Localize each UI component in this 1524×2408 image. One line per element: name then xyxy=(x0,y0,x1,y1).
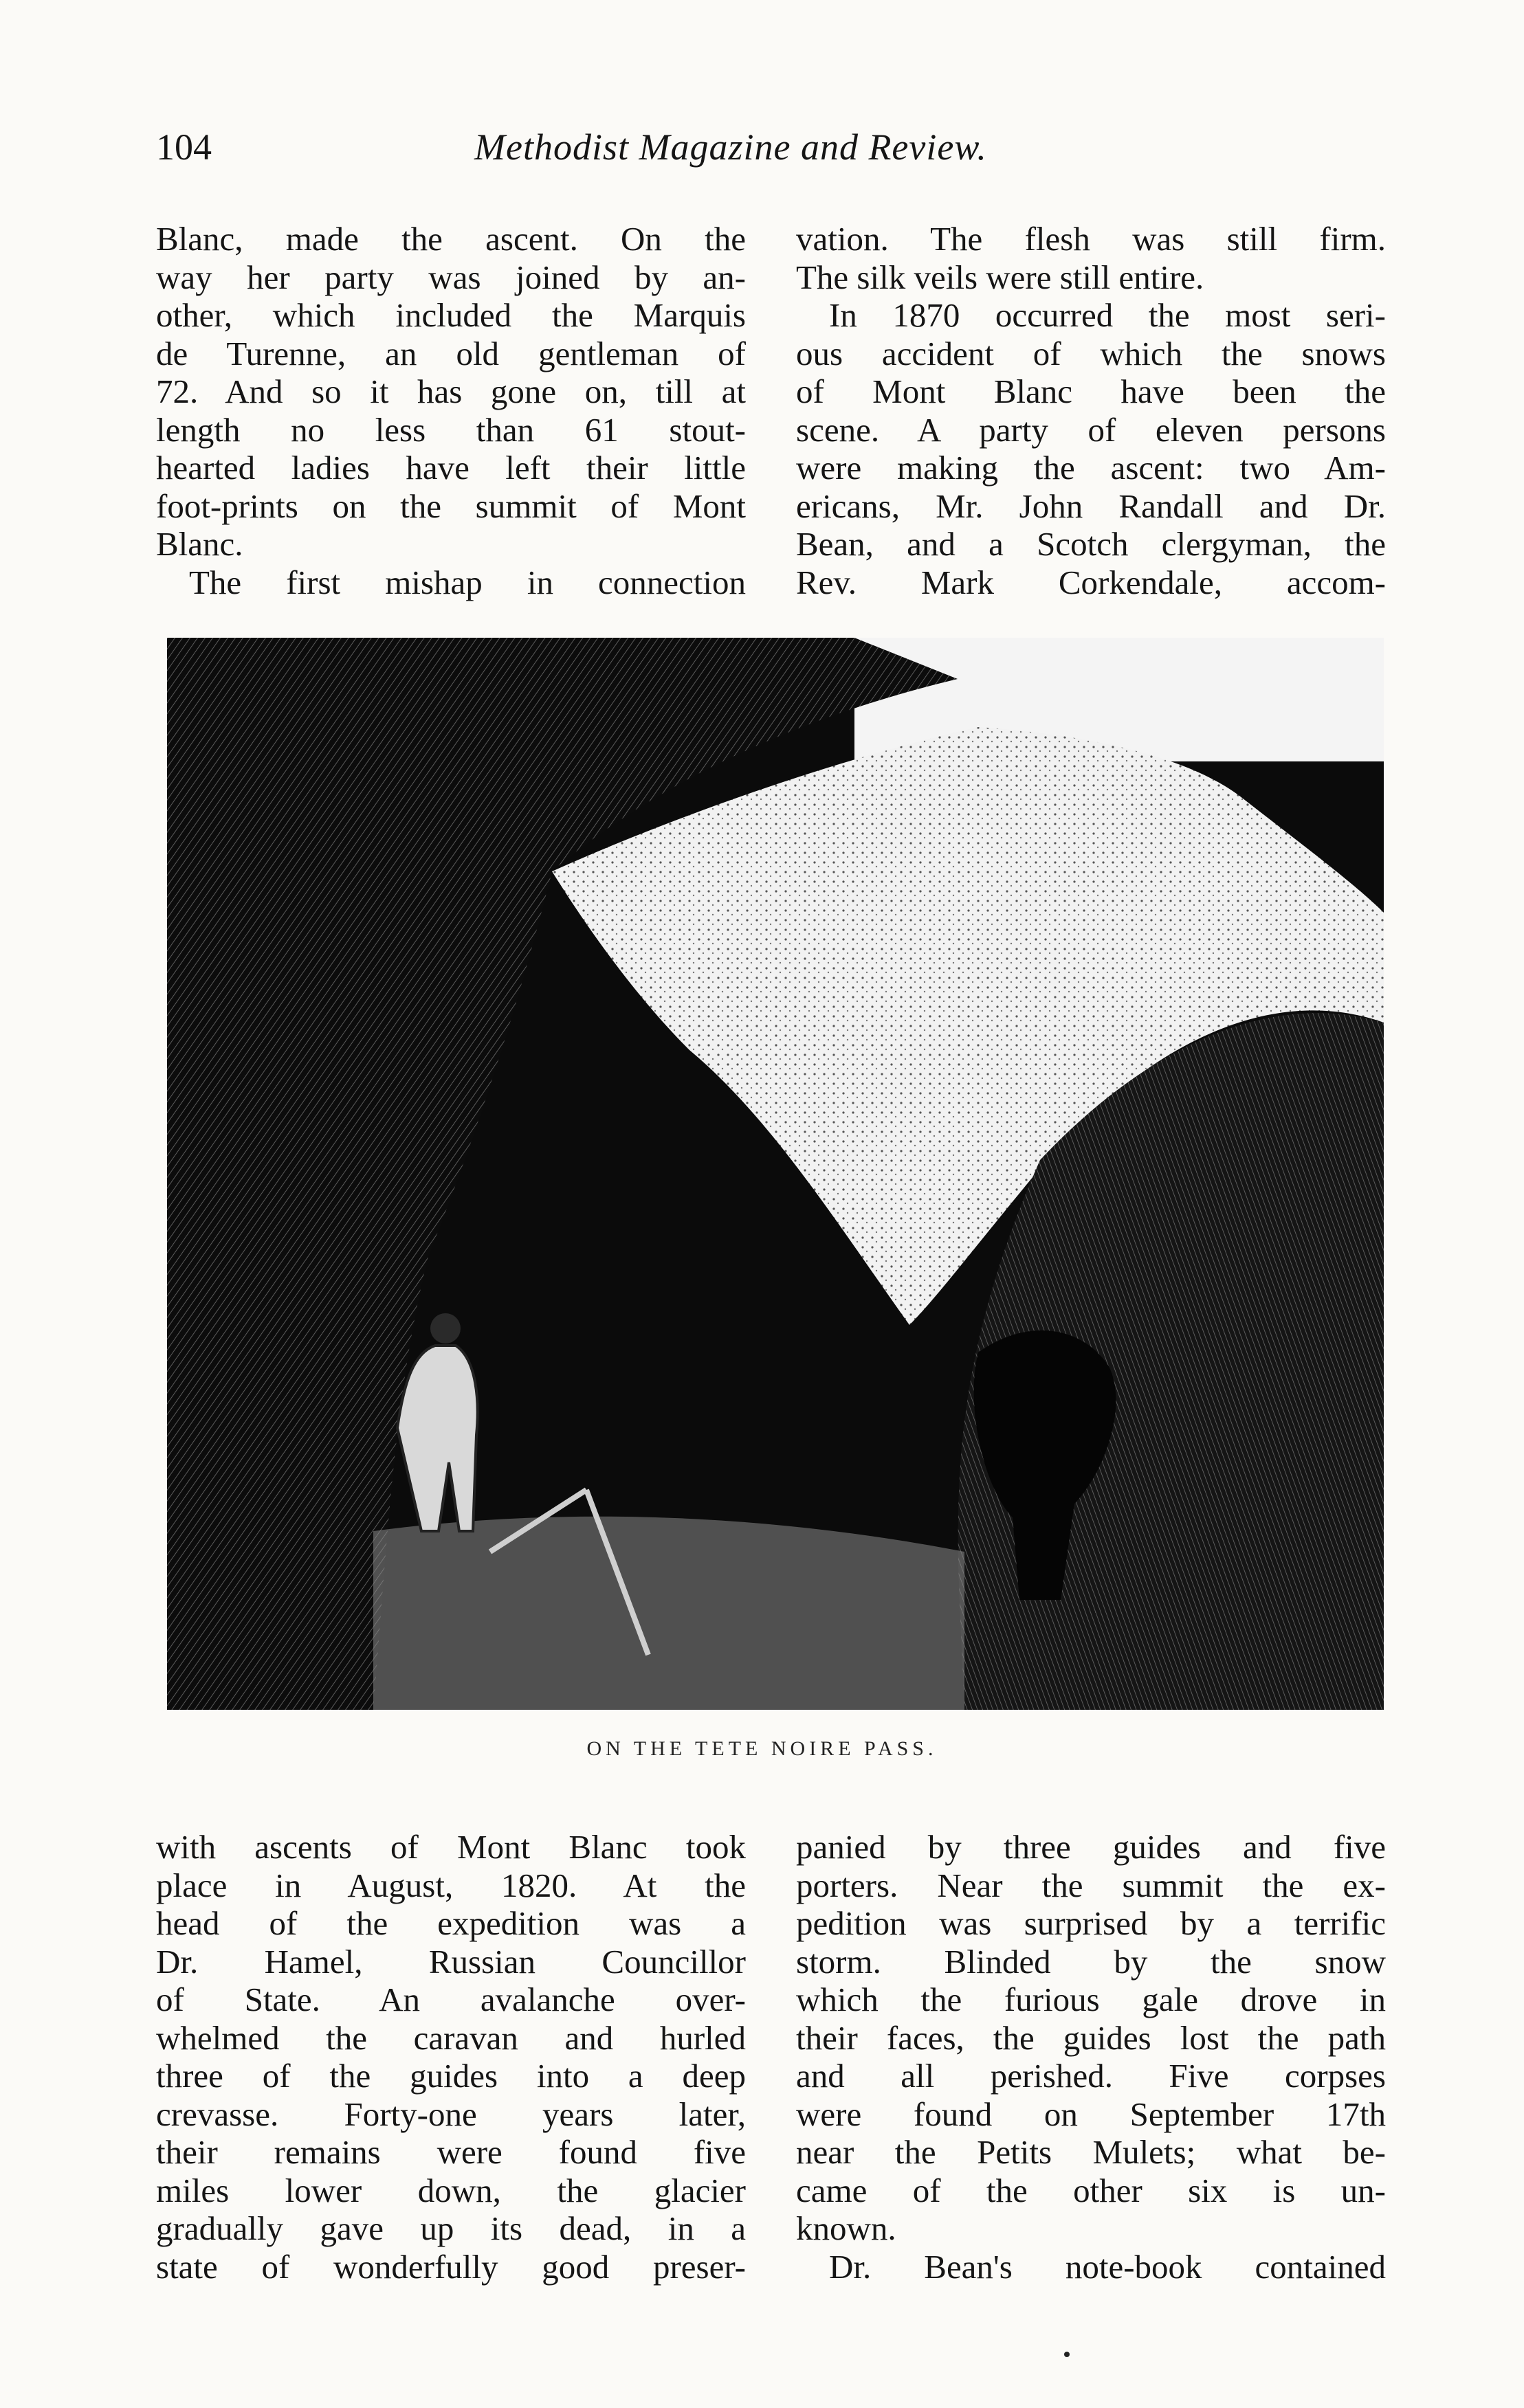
text-line: three of the guides into a deep xyxy=(156,2057,746,2095)
path-ground xyxy=(373,1517,964,1710)
text-line: Rev. Mark Corkendale, accom- xyxy=(796,563,1386,601)
column-bottom-right xyxy=(796,1828,1386,2286)
text-line: The silk veils were still entire. xyxy=(796,258,1204,296)
text-line: Dr. Bean's note-book contained xyxy=(829,2247,1386,2286)
footer-dot xyxy=(1064,2352,1070,2357)
text-line: miles lower down, the glacier xyxy=(156,2171,746,2209)
text-line: length no less than 61 stout- xyxy=(156,410,746,449)
text-line: ous accident of which the snows xyxy=(796,334,1386,372)
text-line: other, which included the Marquis xyxy=(156,296,746,334)
text-line: Dr. Hamel, Russian Councillor xyxy=(156,1942,746,1981)
text-line: hearted ladies have left their little xyxy=(156,449,746,487)
text-line: of State. An avalanche over- xyxy=(156,1981,746,2018)
text-line: way her party was joined by an- xyxy=(156,258,746,296)
traveller-head xyxy=(430,1313,461,1344)
text-line: known. xyxy=(796,2209,896,2247)
text-line: Blanc, made the ascent. On the xyxy=(156,220,746,258)
text-line: storm. Blinded by the snow xyxy=(796,1942,1386,1981)
column-bottom-left xyxy=(156,1828,746,2286)
text-line: with ascents of Mont Blanc took xyxy=(156,1828,746,1866)
text-line: porters. Near the summit the ex- xyxy=(796,1866,1386,1904)
text-line: were making the ascent: two Am- xyxy=(796,449,1386,487)
page-number: 104 xyxy=(156,126,212,168)
text-line: and all perished. Five corpses xyxy=(796,2057,1386,2095)
text-line: were found on September 17th xyxy=(796,2095,1386,2133)
text-line: of Mont Blanc have been the xyxy=(796,372,1386,410)
text-line: vation. The flesh was still firm. xyxy=(796,220,1386,258)
column-top-right xyxy=(796,220,1386,601)
illustration-caption: ON THE TETE NOIRE PASS. xyxy=(586,1737,938,1760)
text-line: head of the expedition was a xyxy=(156,1904,746,1942)
running-head: Methodist Magazine and Review. xyxy=(474,126,987,168)
text-line: foot-prints on the summit of Mont xyxy=(156,487,746,525)
text-line: crevasse. Forty-one years later, xyxy=(156,2095,746,2133)
engraving-artwork xyxy=(167,638,1384,1710)
text-line: pedition was surprised by a terrific xyxy=(796,1904,1386,1942)
text-line: In 1870 occurred the most seri- xyxy=(829,296,1386,334)
text-line: their remains were found five xyxy=(156,2133,746,2171)
text-line: de Turenne, an old gentleman of xyxy=(156,334,746,372)
text-line: The first mishap in connection xyxy=(189,563,746,601)
column-top-left xyxy=(156,220,746,601)
engraving-tete-noire-pass xyxy=(167,638,1384,1710)
text-line: their faces, the guides lost the path xyxy=(796,2018,1386,2057)
text-line: gradually gave up its dead, in a xyxy=(156,2209,746,2247)
text-line: scene. A party of eleven persons xyxy=(796,410,1386,449)
text-line: Bean, and a Scotch clergyman, the xyxy=(796,525,1386,563)
text-line: Blanc. xyxy=(156,525,243,563)
text-line: near the Petits Mulets; what be- xyxy=(796,2133,1386,2171)
text-line: which the furious gale drove in xyxy=(796,1981,1386,2018)
text-line: panied by three guides and five xyxy=(796,1828,1386,1866)
text-line: state of wonderfully good preser- xyxy=(156,2247,746,2286)
text-line: ericans, Mr. John Randall and Dr. xyxy=(796,487,1386,525)
text-line: came of the other six is un- xyxy=(796,2171,1386,2209)
text-line: place in August, 1820. At the xyxy=(156,1866,746,1904)
text-line: whelmed the caravan and hurled xyxy=(156,2018,746,2057)
text-line: 72. And so it has gone on, till at xyxy=(156,372,746,410)
